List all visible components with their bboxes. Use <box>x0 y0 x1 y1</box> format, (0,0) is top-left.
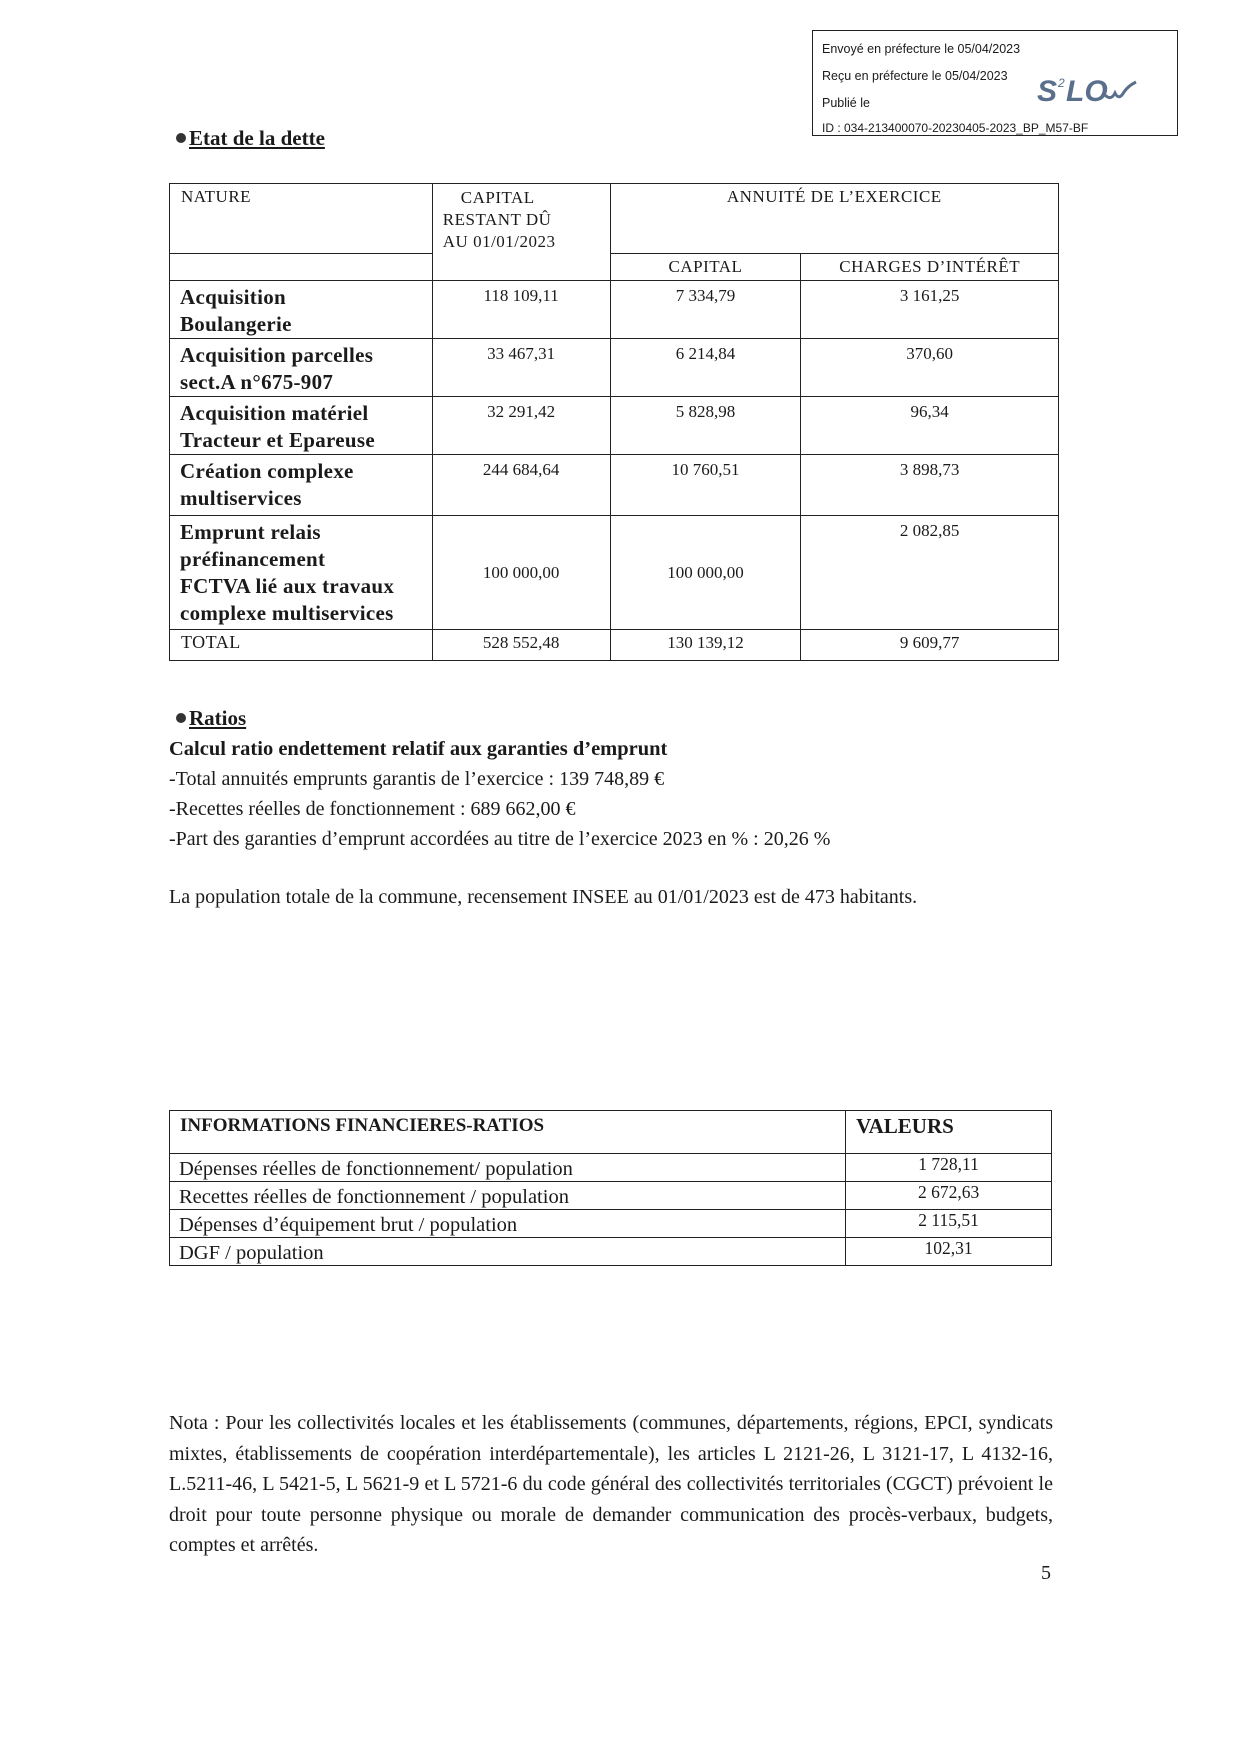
row-interest: 2 082,85 <box>801 516 1059 630</box>
debt-heading: Etat de la dette <box>176 126 325 151</box>
s2low-logo <box>1025 67 1145 111</box>
header-capital: CAPITAL <box>610 254 801 281</box>
table-row <box>170 1154 1052 1182</box>
header-empty <box>170 254 433 281</box>
table-row <box>170 339 1059 397</box>
row-capital: 7 334,79 <box>610 281 801 339</box>
table-row <box>170 397 1059 455</box>
svg-text:LO: LO <box>1066 75 1108 108</box>
ratio-label: DGF / population <box>170 1238 846 1266</box>
ratio-value: 102,31 <box>846 1238 1052 1266</box>
stamp-published: Publié le <box>822 96 870 110</box>
row-nature: Acquisition parcelles sect.A n°675-907 <box>170 339 433 397</box>
row-capital: 5 828,98 <box>610 397 801 455</box>
ratio-value: 1 728,11 <box>846 1154 1052 1182</box>
ratios-subtitle: Calcul ratio endettement relatif aux garanties d’emprunt <box>169 738 668 760</box>
row-remaining: 244 684,64 <box>432 455 610 516</box>
total-label: TOTAL <box>170 630 433 661</box>
ratio-value: 2 672,63 <box>846 1182 1052 1210</box>
row-nature: Acquisition matériel Tracteur et Epareuse <box>170 397 433 455</box>
row-nature: Emprunt relais préfinancement FCTVA lié aux travaux complexe multiservices <box>170 516 433 630</box>
bullet-icon <box>176 133 186 143</box>
ratio-label: Dépenses réelles de fonctionnement/ population <box>170 1154 846 1182</box>
row-capital: 10 760,51 <box>610 455 801 516</box>
row-interest: 370,60 <box>801 339 1059 397</box>
ratio-label: Dépenses d’équipement brut / population <box>170 1210 846 1238</box>
header-interest: CHARGES D’INTÉRÊT <box>801 254 1059 281</box>
header-nature: NATURE <box>170 184 433 254</box>
row-remaining: 118 109,11 <box>432 281 610 339</box>
total-interest: 9 609,77 <box>801 630 1059 661</box>
stamp-id: ID : 034-213400070-20230405-2023_BP_M57-BF <box>822 121 1089 135</box>
row-interest: 3 898,73 <box>801 455 1059 516</box>
row-interest: 3 161,25 <box>801 281 1059 339</box>
row-capital: 100 000,00 <box>610 516 801 630</box>
row-remaining: 100 000,00 <box>432 516 610 630</box>
row-nature: Création complexe multiservices <box>170 455 433 516</box>
row-capital: 6 214,84 <box>610 339 801 397</box>
population-text: La population totale de la commune, recensement INSEE au 01/01/2023 est de 473 habitants. <box>169 886 918 908</box>
ratios-header-label: INFORMATIONS FINANCIERES-RATIOS <box>170 1111 846 1154</box>
ratios-header-row <box>170 1111 1052 1154</box>
table-row <box>170 455 1059 516</box>
ratio-label: Recettes réelles de fonctionnement / population <box>170 1182 846 1210</box>
bullet-icon <box>176 713 186 723</box>
table-row <box>170 1182 1052 1210</box>
total-row <box>170 630 1059 661</box>
debt-table <box>169 183 1059 661</box>
table-row <box>170 1238 1052 1266</box>
total-remaining: 528 552,48 <box>432 630 610 661</box>
header-capital-remaining: CAPITAL RESTANT DÛ AU 01/01/2023 <box>432 184 610 281</box>
svg-text:S: S <box>1037 75 1058 108</box>
table-row <box>170 281 1059 339</box>
debt-subheader-row <box>170 254 1059 281</box>
row-remaining: 32 291,42 <box>432 397 610 455</box>
debt-header-row <box>170 184 1059 254</box>
stamp-sent: Envoyé en préfecture le 05/04/2023 <box>822 42 1021 56</box>
svg-text:2: 2 <box>1058 76 1065 90</box>
row-interest: 96,34 <box>801 397 1059 455</box>
financial-ratios-table <box>169 1110 1052 1266</box>
ratio-value: 2 115,51 <box>846 1210 1052 1238</box>
ratio-line-guaranteed-annuities: -Total annuités emprunts garantis de l’exercice : 139 748,89 € <box>169 768 665 790</box>
table-row <box>170 1210 1052 1238</box>
table-row <box>170 516 1059 630</box>
page-number: 5 <box>1041 1562 1051 1584</box>
prefecture-stamp <box>812 30 1178 136</box>
ratio-line-guarantee-share: -Part des garanties d’emprunt accordées au titre de l’exercice 2023 en % : 20,26 % <box>169 828 831 850</box>
ratio-line-real-revenues: -Recettes réelles de fonctionnement : 689 662,00 € <box>169 798 576 820</box>
ratios-heading: Ratios <box>176 706 246 731</box>
row-nature: Acquisition Boulangerie <box>170 281 433 339</box>
total-capital: 130 139,12 <box>610 630 801 661</box>
stamp-received: Reçu en préfecture le 05/04/2023 <box>822 69 1008 83</box>
nota-paragraph: Nota : Pour les collectivités locales et les établissements (communes, départements, régions, EPCI, syndicats mixtes, établissements de coopération interdépartementale), les articles L 2121-26, L 3121-17, L 4132-16, L.5211-46, L 5421-5, L 5621-9 et L 5721-6 du code général des collectivités territoriales (CGCT) prévoient le droit pour toute personne physique ou morale de demander communication des procès-verbaux, budgets, comptes et arrêtés. <box>169 1412 1053 1556</box>
ratios-header-value: VALEURS <box>846 1111 1052 1154</box>
row-remaining: 33 467,31 <box>432 339 610 397</box>
header-annuity: ANNUITÉ DE L’EXERCICE <box>610 184 1058 254</box>
